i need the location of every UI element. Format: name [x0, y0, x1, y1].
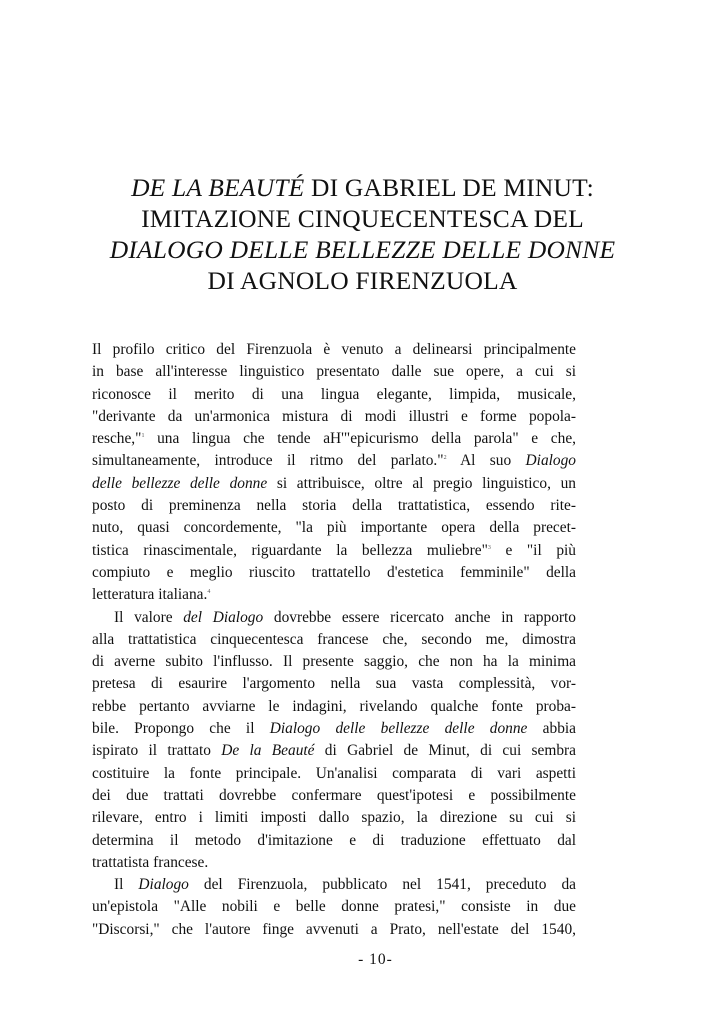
- text-line: pretesa di esaurire l'argomento nella sua vasta complessità, vor-: [92, 675, 576, 693]
- text-line: dei due trattati dovrebbe confermare quest'ipotesi e possibilmente: [92, 786, 576, 804]
- text-line: ispirato il trattato De la Beauté di Gabriel de Minut, di cui sembra: [92, 742, 576, 760]
- text-line: alla trattatistica cinquecentesca francese che, secondo me, dimostra: [92, 630, 576, 648]
- text-line: tistica rinascimentale, riguardante la bellezza muliebre"$^3$ e "il più: [92, 541, 576, 559]
- text-line: rilevare, entro i limiti imposti dallo spazio, la direzione su cui si: [92, 809, 576, 827]
- footnote-marker: 3: [487, 544, 491, 551]
- text-line: posto di preminenza nella storia della trattatistica, essendo rite-: [92, 497, 576, 515]
- text-line: bile. Propongo che il Dialogo delle bellezze delle donne abbia: [92, 720, 576, 738]
- text-line: determina il metodo d'imitazione e di traduzione effettuato dal: [92, 831, 576, 849]
- text-line: letteratura italiana.$^4$: [92, 586, 211, 604]
- footnote-marker: 4: [207, 589, 211, 596]
- body-text: [92, 339, 576, 941]
- text-line: trattatista francese.: [92, 853, 209, 871]
- footnote-marker: 1: [141, 433, 145, 440]
- paragraph-2: [92, 607, 576, 875]
- text-line: rebbe pertanto avviarne le indagini, rivelando qualche fonte proba-: [92, 697, 576, 715]
- text-line: in base all'interesse linguistico presentato dalle sue opere, a cui si: [92, 363, 576, 381]
- text-line: Il profilo critico del Firenzuola è venuto a delinearsi principalmente: [92, 341, 576, 358]
- text-line: un'epistola "Alle nobili e belle donne pratesi," consiste in due: [92, 898, 576, 916]
- text-line: nuto, quasi concordemente, "la più importante opera della precet-: [92, 519, 576, 537]
- text-line: compiuto e meglio riuscito trattatello d'estetica femminile" della: [92, 563, 576, 581]
- title-line-1: DE LA BEAUTÉ DI GABRIEL DE MINUT:: [131, 173, 594, 202]
- text-line: resche,"$^1$ una lingua che tende aH'"epicurismo della parola" e che,: [92, 430, 576, 448]
- text-line: Il valore del Dialogo dovrebbe essere ricercato anche in rapporto: [114, 608, 576, 626]
- title-line-4: DI AGNOLO FIRENZUOLA: [207, 266, 518, 295]
- text-line: costituire la fonte principale. Un'analisi comparata di vari aspetti: [92, 764, 576, 782]
- text-line: "derivante da un'armonica mistura di modi illustri e forme popola-: [92, 407, 576, 425]
- text-line: riconosce il merito di una lingua elegante, limpida, musicale,: [92, 385, 576, 403]
- text-line: di averne subito l'influsso. Il presente saggio, che non ha la minima: [92, 653, 576, 671]
- title-line-2: IMITAZIONE CINQUECENTESCA DEL: [141, 204, 584, 233]
- page-number: - 10-: [358, 951, 393, 968]
- article-title: [70, 172, 655, 296]
- title-line-3: DIALOGO DELLE BELLEZZE DELLE DONNE: [109, 235, 616, 264]
- text-line: delle bellezze delle donne si attribuisce, oltre al pregio linguistico, un: [92, 474, 576, 492]
- text-line: "Discorsi," che l'autore finge avvenuti a Prato, nell'estate del 1540,: [92, 920, 576, 938]
- footnote-marker: 2: [443, 455, 447, 462]
- title-italic-work: DE LA BEAUTÉ: [131, 173, 305, 202]
- text-line: simultaneamente, introduce il ritmo del parlato."$^2$ Al suo Dialogo: [92, 452, 576, 470]
- text-line: Il Dialogo del Firenzuola, pubblicato nel 1541, preceduto da: [114, 876, 576, 894]
- paragraph-3: [92, 874, 576, 941]
- paragraph-1: [92, 339, 576, 607]
